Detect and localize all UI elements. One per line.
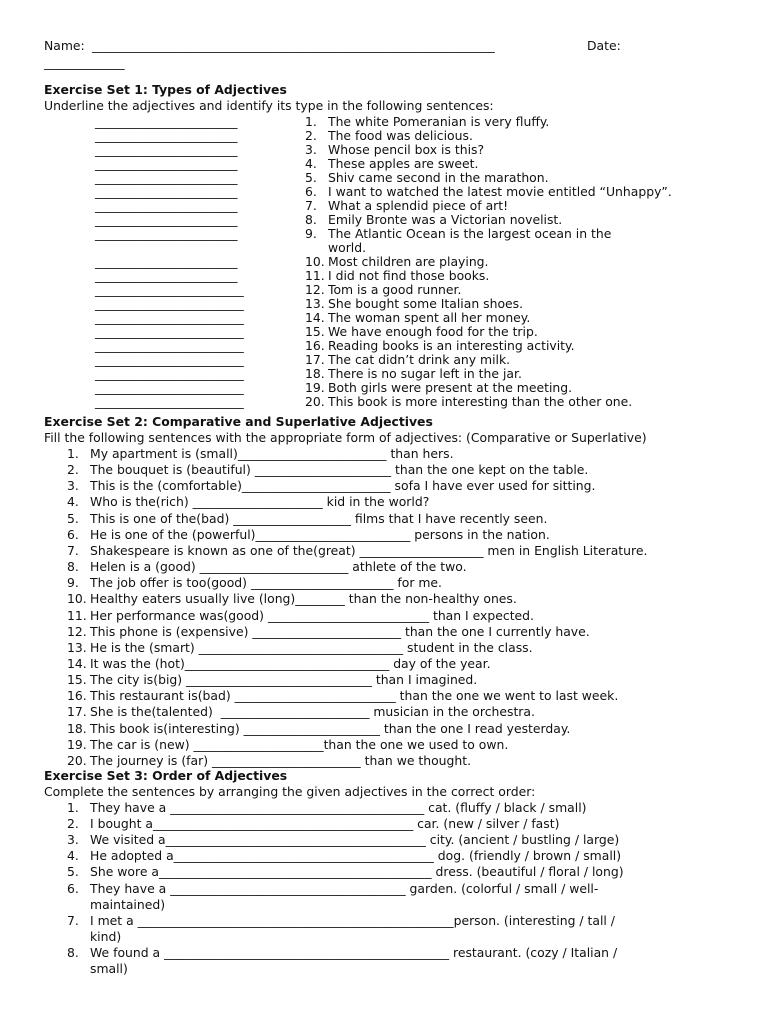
answer-line[interactable]: _______________________	[95, 170, 238, 185]
item-number: 8.	[67, 559, 79, 575]
item-number: 17.	[305, 352, 325, 367]
item-text-continued: maintained)	[90, 896, 166, 912]
item-number: 16.	[67, 688, 87, 704]
fill-in-sentence[interactable]: The bouquet is (beautiful) ______________________ than the one kept on the table.	[90, 462, 589, 478]
answer-line[interactable]: _______________________	[95, 156, 238, 171]
item-text: What a splendid piece of art!	[328, 198, 509, 213]
fill-in-sentence[interactable]: The car is (new) _____________________than the one we used to own.	[90, 736, 509, 752]
item-number: 6.	[67, 880, 79, 896]
item-text: These apples are sweet.	[328, 156, 479, 171]
order-sentence[interactable]: We visited a__________________________________________ city. (ancient / bustling / large)	[90, 832, 620, 848]
set3-title: Exercise Set 3: Order of Adjectives	[44, 768, 288, 783]
set2-instructions: Fill the following sentences with the appropriate form of adjectives: (Comparative or Superlative)	[44, 430, 647, 445]
item-number: 1.	[305, 114, 317, 129]
item-text: Reading books is an interesting activity.	[328, 338, 575, 353]
item-number: 14.	[67, 655, 87, 671]
item-text: The woman spent all her money.	[328, 310, 531, 325]
fill-in-sentence[interactable]: Shakespeare is known as one of the(great) ____________________ men in English Literature.	[90, 542, 648, 558]
item-number: 3.	[67, 832, 79, 848]
item-number: 7.	[67, 542, 79, 558]
item-text: I did not find those books.	[328, 268, 490, 283]
item-text: The cat didn’t drink any milk.	[328, 352, 511, 367]
item-text: Shiv came second in the marathon.	[328, 170, 549, 185]
item-number: 10.	[67, 591, 87, 607]
fill-in-sentence[interactable]: Helen is a (good) ________________________ athlete of the two.	[90, 559, 467, 575]
item-number: 13.	[305, 296, 325, 311]
set2-title: Exercise Set 2: Comparative and Superlative Adjectives	[44, 414, 433, 429]
item-number: 3.	[305, 142, 317, 157]
item-number: 17.	[67, 704, 87, 720]
item-number: 2.	[305, 128, 317, 143]
item-number: 18.	[67, 720, 87, 736]
item-number: 5.	[67, 510, 79, 526]
date-label: Date:	[587, 38, 621, 53]
set1-instructions: Underline the adjectives and identify its type in the following sentences:	[44, 98, 494, 113]
answer-line[interactable]: ________________________	[95, 282, 244, 297]
item-number: 7.	[67, 912, 79, 928]
item-number: 4.	[305, 156, 317, 171]
fill-in-sentence[interactable]: My apartment is (small)________________________ than hers.	[90, 446, 454, 461]
item-number: 15.	[67, 672, 87, 688]
item-number: 18.	[305, 366, 325, 381]
answer-line[interactable]: ________________________	[95, 352, 244, 367]
item-number: 5.	[305, 170, 317, 185]
item-number: 11.	[305, 268, 325, 283]
item-number: 6.	[305, 184, 317, 199]
item-text: There is no sugar left in the jar.	[328, 366, 522, 381]
item-number: 10.	[305, 254, 325, 269]
answer-line[interactable]: _______________________	[95, 198, 238, 213]
answer-line[interactable]: _______________________	[95, 142, 238, 157]
item-text: Whose pencil box is this?	[328, 142, 485, 157]
order-sentence[interactable]: I met a ___________________________________________________person. (interesting / tall /	[90, 912, 615, 928]
date-input-line[interactable]: _____________	[44, 55, 125, 70]
item-text-continued: kind)	[90, 928, 122, 944]
answer-line[interactable]: ________________________	[95, 324, 244, 339]
fill-in-sentence[interactable]: Her performance was(good) __________________________ than I expected.	[90, 607, 534, 623]
fill-in-sentence[interactable]: Healthy eaters usually live (long)________ than the non-healthy ones.	[90, 591, 517, 607]
item-text: We have enough food for the trip.	[328, 324, 538, 339]
item-text-continued: small)	[90, 961, 128, 976]
fill-in-sentence[interactable]: It was the (hot)_________________________________ day of the year.	[90, 655, 491, 671]
fill-in-sentence[interactable]: This book is(interesting) ______________________ than the one I read yesterday.	[90, 720, 571, 736]
item-text: The food was delicious.	[328, 128, 473, 143]
fill-in-sentence[interactable]: This is one of the(bad) ___________________ films that I have recently seen.	[90, 510, 548, 526]
item-number: 2.	[67, 816, 79, 832]
item-number: 2.	[67, 462, 79, 478]
item-number: 9.	[305, 226, 317, 241]
set3-instructions: Complete the sentences by arranging the given adjectives in the correct order:	[44, 784, 536, 799]
order-sentence[interactable]: I bought a__________________________________________ car. (new / silver / fast)	[90, 816, 560, 832]
item-text-continued: world.	[328, 240, 367, 255]
item-text: Most children are playing.	[328, 254, 489, 269]
item-number: 6.	[67, 526, 79, 542]
item-text: Emily Bronte was a Victorian novelist.	[328, 212, 563, 227]
item-text: This book is more interesting than the other one.	[328, 394, 633, 409]
order-sentence[interactable]: They have a ______________________________________ garden. (colorful / small / well-	[90, 880, 599, 896]
order-sentence[interactable]: They have a _________________________________________ cat. (fluffy / black / small)	[90, 800, 587, 815]
answer-line[interactable]: _______________________	[95, 128, 238, 143]
answer-line[interactable]: ________________________	[95, 366, 244, 381]
fill-in-sentence[interactable]: The city is(big) ______________________________ than I imagined.	[90, 672, 478, 688]
item-number: 9.	[67, 575, 79, 591]
fill-in-sentence[interactable]: This restaurant is(bad) __________________________ than the one we went to last week.	[90, 688, 619, 704]
item-number: 19.	[305, 380, 325, 395]
item-number: 5.	[67, 864, 79, 880]
item-number: 16.	[305, 338, 325, 353]
answer-line[interactable]: _______________________	[95, 212, 238, 227]
answer-line[interactable]: ________________________	[95, 338, 244, 353]
item-number: 8.	[305, 212, 317, 227]
name-label: Name:	[44, 38, 85, 53]
item-number: 14.	[305, 310, 325, 325]
fill-in-sentence[interactable]: Who is the(rich) _____________________ kid in the world?	[90, 494, 430, 510]
item-number: 7.	[305, 198, 317, 213]
item-number: 15.	[305, 324, 325, 339]
item-text: The white Pomeranian is very fluffy.	[328, 114, 550, 129]
item-number: 12.	[305, 282, 325, 297]
item-text: Both girls were present at the meeting.	[328, 380, 573, 395]
order-sentence[interactable]: She wore a____________________________________________ dress. (beautiful / floral / long)	[90, 864, 624, 880]
item-number: 1.	[67, 446, 79, 461]
fill-in-sentence[interactable]: He is one of the (powerful)_________________________ persons in the nation.	[90, 526, 550, 542]
item-number: 1.	[67, 800, 79, 815]
item-number: 12.	[67, 623, 87, 639]
fill-in-sentence[interactable]: The job offer is too(good) _______________________ for me.	[90, 575, 442, 591]
answer-line[interactable]: _______________________	[95, 226, 238, 241]
item-text: The Atlantic Ocean is the largest ocean in the	[328, 226, 612, 241]
item-number: 4.	[67, 494, 79, 510]
answer-line[interactable]: _______________________	[95, 268, 238, 283]
answer-line[interactable]: _______________________	[95, 254, 238, 269]
answer-line[interactable]: _______________________	[95, 114, 238, 129]
item-number: 8.	[67, 944, 79, 960]
name-input-line[interactable]: _________________________________________________________________	[92, 38, 495, 53]
answer-line[interactable]: ________________________	[95, 296, 244, 311]
fill-in-sentence[interactable]: She is the(talented) ________________________ musician in the orchestra.	[90, 704, 535, 720]
fill-in-sentence[interactable]: The journey is (far) ________________________ than we thought.	[90, 752, 472, 768]
order-sentence[interactable]: He adopted a__________________________________________ dog. (friendly / brown / small)	[90, 848, 622, 864]
fill-in-sentence[interactable]: This is the (comfortable)________________________ sofa I have ever used for sitting.	[90, 478, 596, 494]
item-number: 11.	[67, 607, 87, 623]
item-text: I want to watched the latest movie entitled “Unhappy”.	[328, 184, 672, 199]
fill-in-sentence[interactable]: He is the (smart) _________________________________ student in the class.	[90, 639, 533, 655]
set1-title: Exercise Set 1: Types of Adjectives	[44, 82, 287, 97]
item-number: 4.	[67, 848, 79, 864]
answer-line[interactable]: _______________________	[95, 184, 238, 199]
item-number: 13.	[67, 639, 87, 655]
order-sentence[interactable]: We found a ______________________________________________ restaurant. (cozy / Italian /	[90, 944, 618, 960]
answer-line[interactable]: ________________________	[95, 310, 244, 325]
item-number: 20.	[305, 394, 325, 409]
answer-line[interactable]: ________________________	[95, 394, 244, 409]
item-number: 19.	[67, 736, 87, 752]
item-text: Tom is a good runner.	[328, 282, 462, 297]
item-text: She bought some Italian shoes.	[328, 296, 524, 311]
answer-line[interactable]: ________________________	[95, 380, 244, 395]
fill-in-sentence[interactable]: This phone is (expensive) ________________________ than the one I currently have.	[90, 623, 590, 639]
item-number: 20.	[67, 752, 87, 768]
item-number: 3.	[67, 478, 79, 494]
